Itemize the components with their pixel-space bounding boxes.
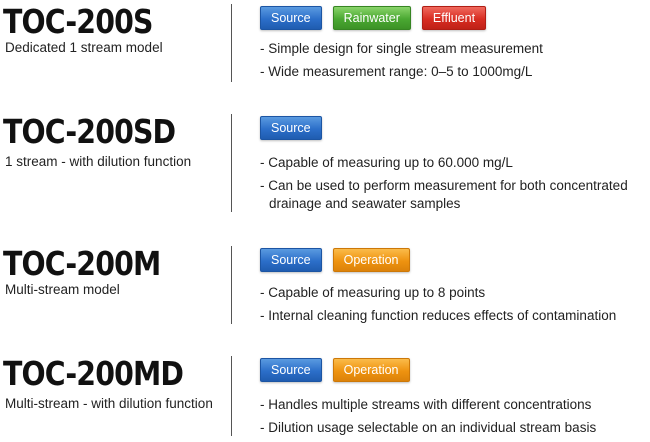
source-tag: Source bbox=[260, 116, 322, 140]
tag-group bbox=[260, 116, 322, 140]
divider bbox=[231, 356, 232, 436]
feature-text-continued: drainage and seawater samples bbox=[269, 196, 461, 211]
operation-tag: Operation bbox=[333, 248, 410, 272]
divider bbox=[231, 114, 232, 212]
source-tag: Source bbox=[260, 6, 322, 30]
model-name: TOC-200M bbox=[3, 244, 161, 283]
divider bbox=[231, 246, 232, 324]
tag-group bbox=[260, 6, 486, 30]
feature-list bbox=[260, 40, 543, 86]
divider bbox=[231, 4, 232, 82]
feature-item: - Capable of measuring up to 60.000 mg/L bbox=[260, 155, 513, 170]
feature-list bbox=[260, 396, 596, 442]
tag-group bbox=[260, 248, 410, 272]
model-subtitle: Multi-stream - with dilution function bbox=[5, 396, 213, 411]
feature-item: - Capable of measuring up to 8 points bbox=[260, 285, 486, 300]
feature-text: - Can be used to perform measurement for both concentrated bbox=[260, 178, 628, 193]
model-name: TOC-200S bbox=[3, 2, 153, 41]
feature-item: - Internal cleaning function reduces effects of contamination bbox=[260, 308, 617, 323]
feature-list bbox=[260, 154, 628, 213]
model-name: TOC-200SD bbox=[3, 112, 176, 151]
feature-list bbox=[260, 284, 616, 330]
source-tag: Source bbox=[260, 358, 322, 382]
feature-item: - Wide measurement range: 0–5 to 1000mg/L bbox=[260, 64, 533, 79]
feature-item bbox=[260, 177, 628, 213]
feature-item: - Handles multiple streams with different concentrations bbox=[260, 397, 592, 412]
effluent-tag: Effluent bbox=[422, 6, 486, 30]
model-subtitle: Multi-stream model bbox=[5, 282, 120, 297]
source-tag: Source bbox=[260, 248, 322, 272]
feature-item: - Dilution usage selectable on an individual stream basis bbox=[260, 420, 597, 435]
operation-tag: Operation bbox=[333, 358, 410, 382]
tag-group bbox=[260, 358, 410, 382]
model-subtitle: 1 stream - with dilution function bbox=[5, 154, 192, 169]
model-name: TOC-200MD bbox=[3, 354, 184, 393]
model-subtitle: Dedicated 1 stream model bbox=[5, 40, 163, 55]
feature-item: - Simple design for single stream measurement bbox=[260, 41, 543, 56]
rainwater-tag: Rainwater bbox=[333, 6, 411, 30]
